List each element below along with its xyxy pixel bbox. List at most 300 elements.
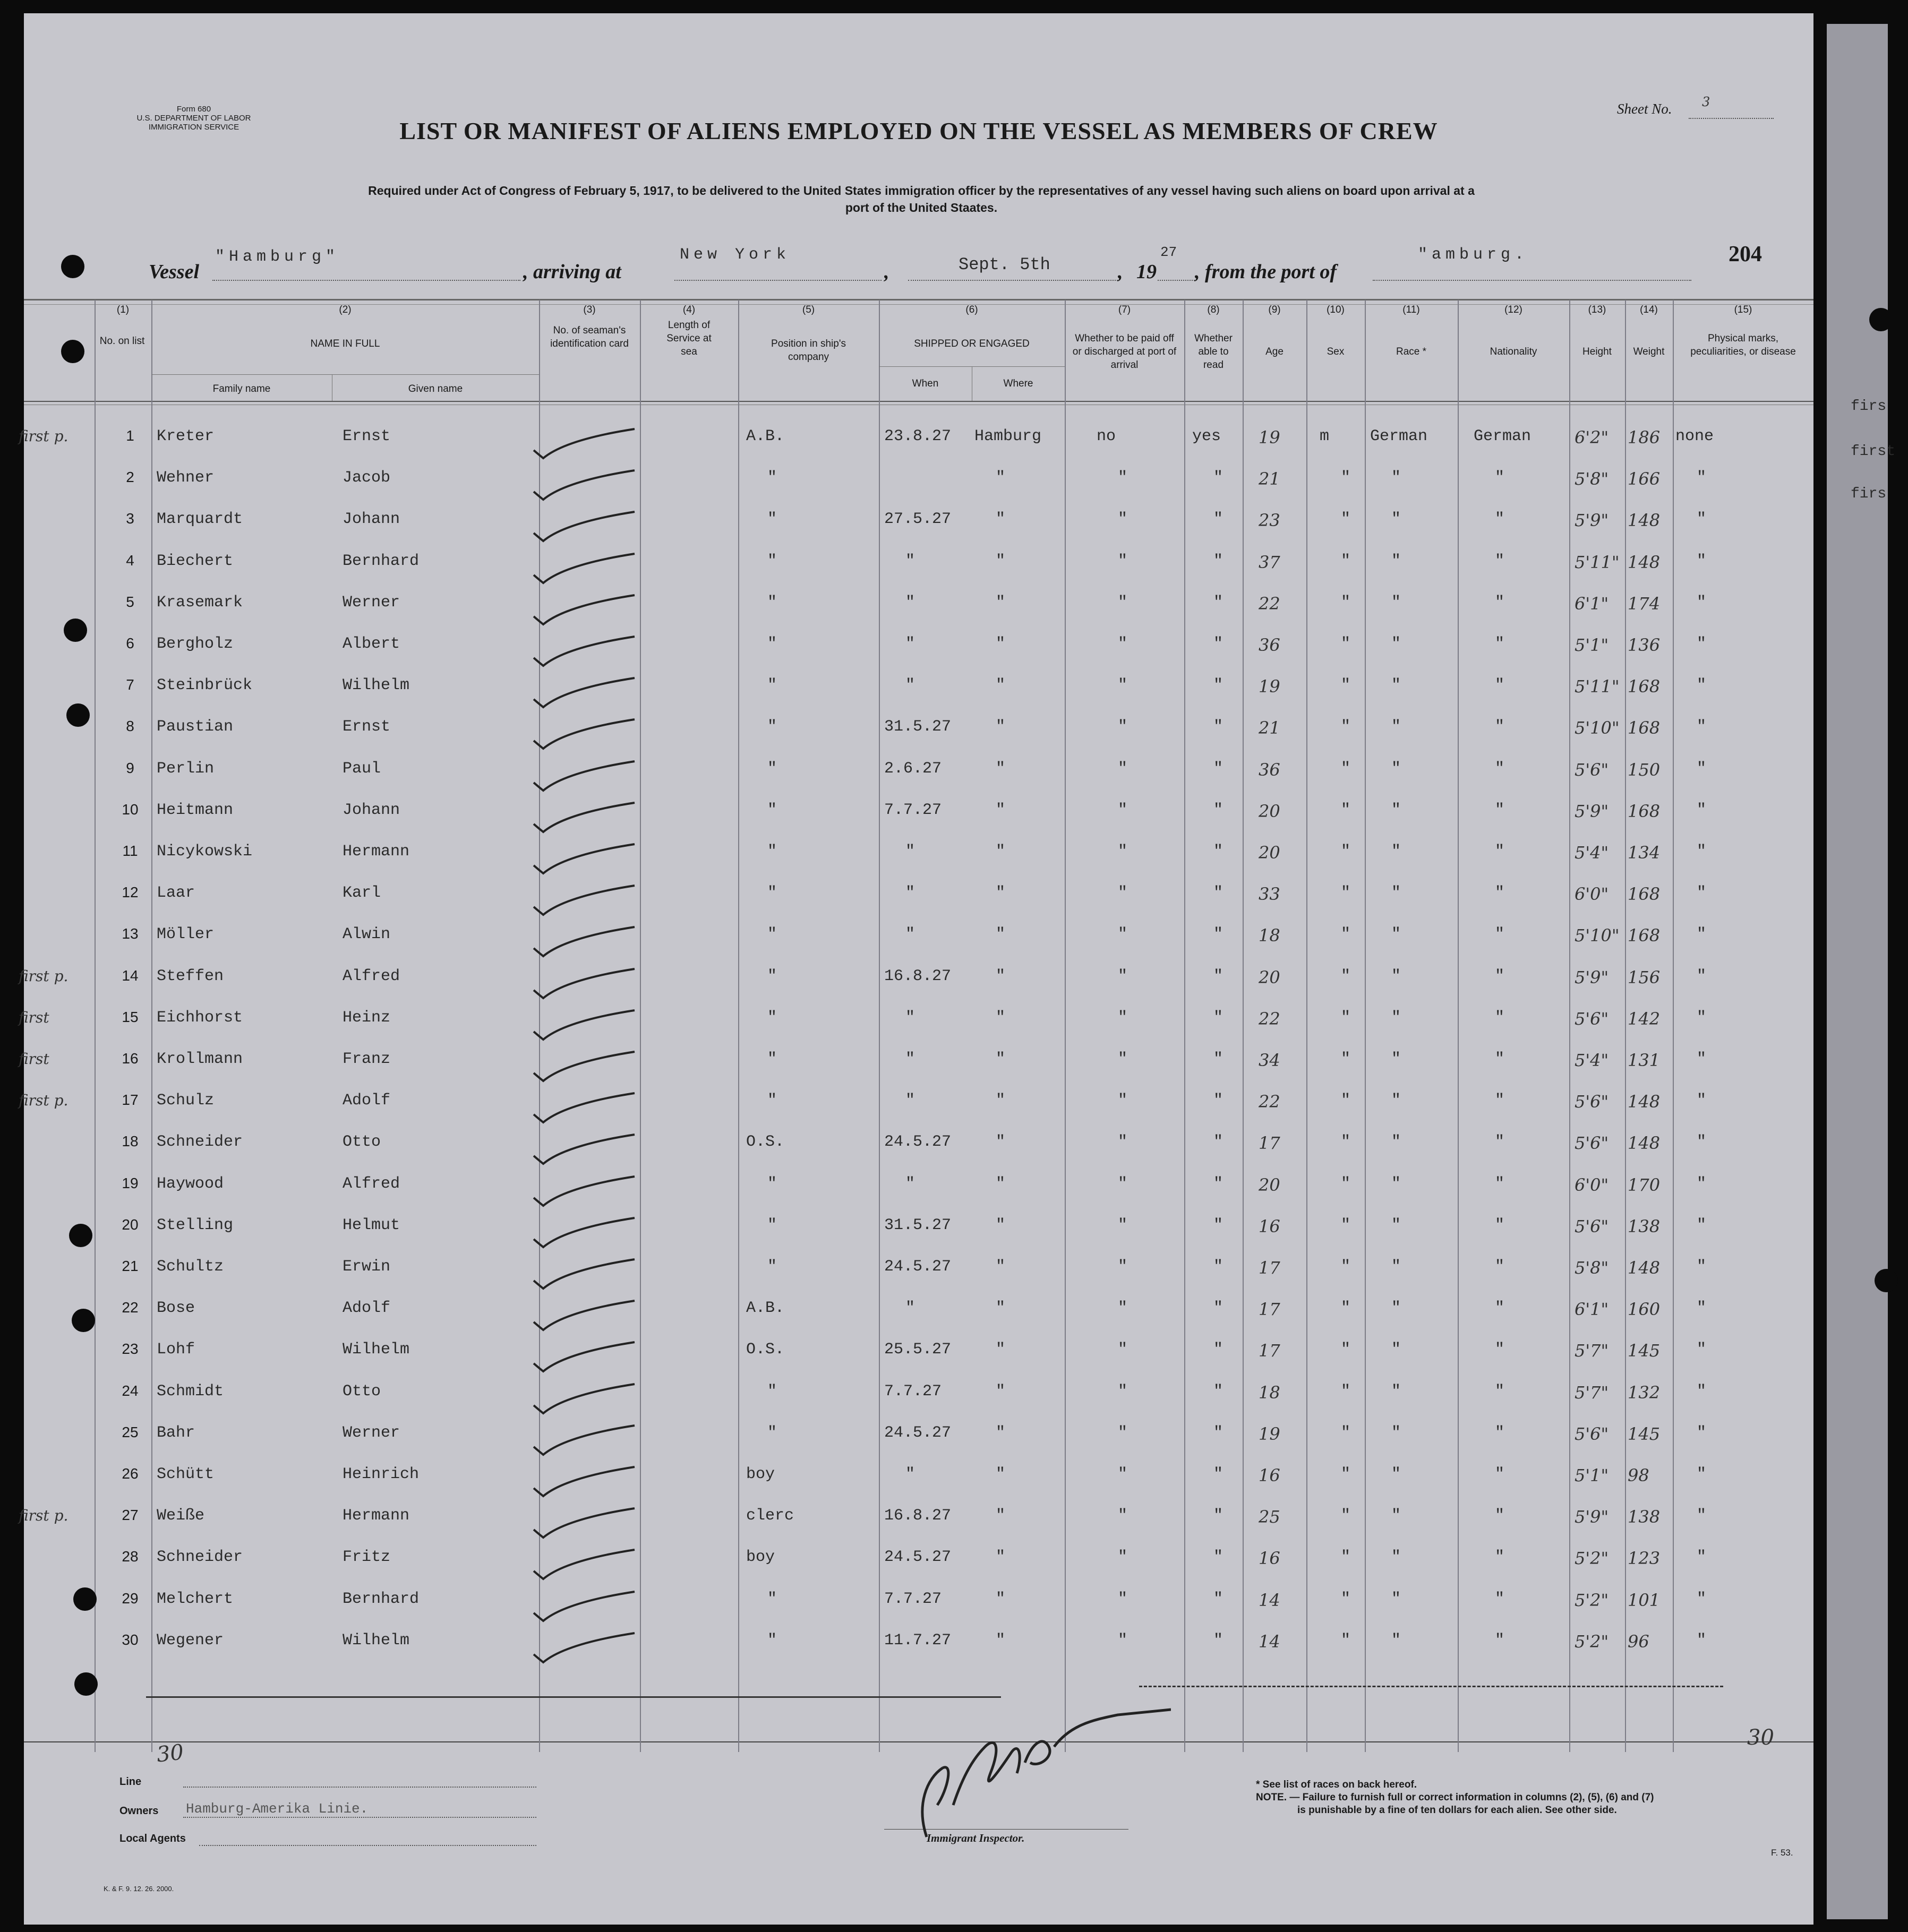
family-name: Schmidt <box>157 1382 224 1401</box>
age: 17 <box>1259 1258 1280 1278</box>
sex: " <box>1341 510 1351 529</box>
age: 21 <box>1259 469 1280 490</box>
header-age: Age <box>1265 346 1284 357</box>
age: 19 <box>1259 427 1280 448</box>
header-length-service: Length of Service at sea <box>666 320 712 357</box>
paid-off: " <box>1118 1092 1128 1110</box>
check-mark-icon <box>528 800 651 837</box>
shipped-when: 27.5.27 <box>884 510 952 529</box>
able-to-read: " <box>1213 676 1223 695</box>
paid-off: " <box>1118 469 1128 487</box>
position: " <box>767 510 777 529</box>
check-mark-icon <box>528 634 651 671</box>
position: " <box>767 1631 777 1650</box>
physical-marks: " <box>1697 801 1707 819</box>
family-name: Paustian <box>157 718 234 736</box>
race: German <box>1370 427 1428 445</box>
able-to-read: " <box>1213 843 1223 861</box>
paid-off: " <box>1118 552 1128 570</box>
height: 5'2" <box>1575 1590 1609 1610</box>
physical-marks: " <box>1697 635 1707 653</box>
given-name: Helmut <box>343 1216 400 1234</box>
table-row <box>24 1211 1813 1252</box>
age: 20 <box>1259 843 1280 863</box>
shipped-when: 24.5.27 <box>884 1133 952 1152</box>
age: 36 <box>1259 635 1280 655</box>
form-department: U.S. DEPARTMENT OF LABOR <box>136 114 251 123</box>
weight: 160 <box>1628 1299 1661 1320</box>
shipped-where: " <box>996 843 1006 861</box>
table-row <box>24 754 1813 796</box>
paid-off: " <box>1118 1423 1128 1442</box>
position: " <box>767 967 777 985</box>
punch-hole <box>61 255 84 278</box>
family-name: Schneider <box>157 1133 243 1152</box>
weight: 168 <box>1628 884 1661 905</box>
height: 5'8" <box>1575 1258 1609 1278</box>
shipped-where: " <box>996 593 1006 612</box>
table-header-rule <box>24 401 1813 402</box>
given-name: Ernst <box>343 427 391 445</box>
age: 22 <box>1259 1008 1280 1029</box>
height: 6'2" <box>1575 427 1609 448</box>
check-mark-icon <box>528 759 651 796</box>
able-to-read: " <box>1213 1008 1223 1027</box>
given-name: Werner <box>343 1423 400 1442</box>
check-mark-icon <box>528 1630 651 1668</box>
shipped-when: 7.7.27 <box>884 1590 942 1608</box>
nationality: " <box>1495 1050 1505 1068</box>
position: O.S. <box>746 1133 785 1152</box>
sex: " <box>1341 1465 1351 1483</box>
shipped-when: " <box>905 635 916 653</box>
age: 37 <box>1259 552 1280 572</box>
row-margin-note: first p. <box>19 1092 69 1110</box>
nationality: " <box>1495 1465 1505 1483</box>
row-number: 12 <box>122 884 139 901</box>
race: " <box>1391 759 1401 778</box>
paid-off: " <box>1118 1465 1128 1483</box>
height: 5'6" <box>1575 759 1609 780</box>
shipped-where: " <box>996 1216 1006 1234</box>
paid-off: " <box>1118 1382 1128 1401</box>
weight: 170 <box>1628 1174 1661 1195</box>
check-mark-icon <box>528 1257 651 1294</box>
weight: 148 <box>1628 510 1661 531</box>
physical-marks: " <box>1697 1507 1707 1525</box>
row-number: 6 <box>126 635 134 651</box>
vessel-line <box>24 242 1813 284</box>
shipped-where: Hamburg <box>974 427 1042 445</box>
table-row <box>24 1128 1813 1169</box>
given-name: Franz <box>343 1050 391 1068</box>
form-service: IMMIGRATION SERVICE <box>148 123 239 132</box>
nationality: " <box>1495 1174 1505 1193</box>
header-shipped-where: Where <box>1003 378 1033 389</box>
comma-separator-2: , <box>1118 261 1123 283</box>
given-name: Hermann <box>343 843 410 861</box>
race: " <box>1391 801 1401 819</box>
physical-marks: " <box>1697 884 1707 903</box>
table-row <box>24 1377 1813 1419</box>
age: 16 <box>1259 1465 1280 1486</box>
subtitle-line-1: Required under Act of Congress of February 5, 1917, to be delivered to the United States immigration officer by the representatives of any vessel having such aliens on board upon arrival at a <box>368 184 1475 198</box>
check-mark-icon <box>528 924 651 961</box>
nationality: " <box>1495 1423 1505 1442</box>
family-name: Melchert <box>157 1590 234 1608</box>
family-name: Haywood <box>157 1174 224 1193</box>
height: 5'6" <box>1575 1216 1609 1237</box>
physical-marks: " <box>1697 1631 1707 1650</box>
paid-off: " <box>1118 1008 1128 1027</box>
able-to-read: " <box>1213 552 1223 570</box>
age: 20 <box>1259 967 1280 988</box>
vessel-label: Vessel <box>149 261 199 283</box>
height: 5'4" <box>1575 843 1609 863</box>
physical-marks: none <box>1675 427 1714 445</box>
row-number: 23 <box>122 1341 139 1358</box>
row-margin-note: first <box>19 1008 49 1026</box>
able-to-read: " <box>1213 1299 1223 1318</box>
nationality: " <box>1495 1258 1505 1276</box>
height: 5'11" <box>1575 676 1620 697</box>
position: " <box>767 1174 777 1193</box>
shipped-where: " <box>996 1423 1006 1442</box>
weight: 134 <box>1628 843 1661 863</box>
check-mark-icon <box>528 1589 651 1626</box>
subtitle-line-2: port of the United Staates. <box>845 201 998 214</box>
shipped-when: 24.5.27 <box>884 1548 952 1567</box>
given-name: Karl <box>343 884 381 903</box>
position: O.S. <box>746 1341 785 1359</box>
sheet-number: 3 <box>1702 95 1710 109</box>
table-row <box>24 547 1813 588</box>
table-row <box>24 630 1813 671</box>
table-row <box>24 1252 1813 1294</box>
race: " <box>1391 510 1401 529</box>
family-name: Bahr <box>157 1423 195 1442</box>
physical-marks: " <box>1697 1299 1707 1318</box>
row-number: 28 <box>122 1548 139 1565</box>
row-number: 17 <box>122 1092 139 1109</box>
sex: " <box>1341 884 1351 903</box>
paid-off: " <box>1118 925 1128 944</box>
row-number: 20 <box>122 1216 139 1233</box>
position: " <box>767 552 777 570</box>
able-to-read: " <box>1213 1174 1223 1193</box>
vessel-name-blank <box>212 280 520 281</box>
position: " <box>767 1216 777 1234</box>
shipped-when: " <box>905 676 916 695</box>
arrival-date: Sept. 5th <box>959 255 1050 274</box>
age: 16 <box>1259 1216 1280 1237</box>
given-name: Heinz <box>343 1008 391 1027</box>
weight: 168 <box>1628 925 1661 946</box>
height: 5'9" <box>1575 967 1609 988</box>
able-to-read: " <box>1213 593 1223 612</box>
shipped-where: " <box>996 1631 1006 1650</box>
age: 19 <box>1259 676 1280 697</box>
paid-off: " <box>1118 1133 1128 1152</box>
given-name: Alfred <box>343 1174 400 1193</box>
row-margin-note: first p. <box>19 967 69 985</box>
age: 22 <box>1259 593 1280 614</box>
physical-marks: " <box>1697 593 1707 612</box>
shipped-when: " <box>905 1465 916 1483</box>
row-number: 13 <box>122 925 139 942</box>
header-name-in-full: NAME IN FULL <box>310 338 380 349</box>
height: 5'4" <box>1575 1050 1609 1070</box>
sex: " <box>1341 1341 1351 1359</box>
given-name: Heinrich <box>343 1465 420 1483</box>
shipped-where: " <box>996 1590 1006 1608</box>
position: " <box>767 718 777 736</box>
sex: " <box>1341 967 1351 985</box>
weight: 101 <box>1628 1590 1661 1610</box>
nationality: " <box>1495 593 1505 612</box>
shipped-where: " <box>996 1133 1006 1152</box>
able-to-read: " <box>1213 1133 1223 1152</box>
shipped-when: " <box>905 884 916 903</box>
header-shipped-engaged: SHIPPED OR ENGAGED <box>914 338 1030 349</box>
given-name: Wilhelm <box>343 1631 410 1650</box>
document-title: LIST OR MANIFEST OF ALIENS EMPLOYED ON THE VESSEL AS MEMBERS OF CREW <box>399 117 1438 144</box>
age: 34 <box>1259 1050 1280 1070</box>
note-line-1: NOTE. — Failure to furnish full or correct information in columns (2), (5), (6) and (7) <box>1256 1792 1654 1803</box>
header-height: Height <box>1582 346 1612 357</box>
age: 22 <box>1259 1092 1280 1112</box>
table-row <box>24 879 1813 920</box>
col-num-3: (3) <box>583 304 596 315</box>
sex: " <box>1341 676 1351 695</box>
weight: 96 <box>1628 1631 1649 1652</box>
shipped-when: " <box>905 1299 916 1318</box>
shipped-where: " <box>996 635 1006 653</box>
height: 5'8" <box>1575 469 1609 490</box>
physical-marks: " <box>1697 1465 1707 1483</box>
sex: " <box>1341 1092 1351 1110</box>
age: 21 <box>1259 718 1280 739</box>
shipped-where: " <box>996 1050 1006 1068</box>
weight: 131 <box>1628 1050 1661 1070</box>
height: 5'7" <box>1575 1341 1609 1361</box>
height: 6'1" <box>1575 593 1609 614</box>
paid-off: " <box>1118 843 1128 861</box>
able-to-read: " <box>1213 1216 1223 1234</box>
paid-off: " <box>1118 967 1128 985</box>
check-mark-icon <box>528 1381 651 1419</box>
given-name: Adolf <box>343 1092 391 1110</box>
shipped-where: " <box>996 469 1006 487</box>
family-name: Laar <box>157 884 195 903</box>
weight: 174 <box>1628 593 1661 614</box>
position: " <box>767 884 777 903</box>
able-to-read: " <box>1213 801 1223 819</box>
name-subheader-rule <box>151 374 539 375</box>
header-able-to-read: Whether able to read <box>1194 333 1233 371</box>
race: " <box>1391 1008 1401 1027</box>
family-name: Marquardt <box>157 510 243 529</box>
edge-fragment-1: firs <box>1851 398 1887 415</box>
line-blank <box>183 1787 536 1788</box>
height: 5'6" <box>1575 1008 1609 1029</box>
age: 18 <box>1259 1382 1280 1403</box>
sex: " <box>1341 925 1351 944</box>
weight: 166 <box>1628 469 1661 490</box>
table-row <box>24 1335 1813 1377</box>
shipped-where: " <box>996 1465 1006 1483</box>
punch-hole <box>72 1309 95 1332</box>
physical-marks: " <box>1697 759 1707 778</box>
family-name: Weiße <box>157 1507 205 1525</box>
race: " <box>1391 1092 1401 1110</box>
family-name: Schulz <box>157 1092 215 1110</box>
check-mark-icon <box>528 717 651 754</box>
race: " <box>1391 593 1401 612</box>
table-row <box>24 1419 1813 1460</box>
header-sex: Sex <box>1327 346 1345 357</box>
check-mark-icon <box>528 1506 651 1543</box>
end-of-list-rule <box>146 1696 1001 1698</box>
position: " <box>767 925 777 944</box>
physical-marks: " <box>1697 469 1707 487</box>
position: " <box>767 1050 777 1068</box>
physical-marks: " <box>1697 1092 1707 1110</box>
header-position: Position in ship's company <box>771 338 846 363</box>
given-name: Erwin <box>343 1258 391 1276</box>
table-row <box>19 1045 1813 1086</box>
col-num-13: (13) <box>1588 304 1606 315</box>
sex: " <box>1341 801 1351 819</box>
height: 6'1" <box>1575 1299 1609 1320</box>
shipped-when: 31.5.27 <box>884 718 952 736</box>
position: " <box>767 635 777 653</box>
given-name: Bernhard <box>343 1590 420 1608</box>
position: clerc <box>746 1507 794 1525</box>
check-mark-icon <box>528 1008 651 1045</box>
sheet-label: Sheet No. <box>1617 101 1672 117</box>
total-left: 30 <box>155 1740 185 1767</box>
inspector-label: Immigrant Inspector. <box>927 1832 1025 1844</box>
agents-label: Local Agents <box>119 1833 186 1844</box>
physical-marks: " <box>1697 1174 1707 1193</box>
able-to-read: " <box>1213 1423 1223 1442</box>
total-right: 30 <box>1747 1725 1774 1750</box>
family-name: Steinbrück <box>157 676 253 695</box>
check-mark-icon <box>528 842 651 879</box>
year-prefix: 19 <box>1136 261 1157 283</box>
row-margin-note: first p. <box>19 1507 69 1525</box>
sex: " <box>1341 1631 1351 1650</box>
check-mark-icon <box>528 1132 651 1169</box>
col-num-4: (4) <box>682 304 696 315</box>
weight: 168 <box>1628 801 1661 821</box>
col-num-2: (2) <box>339 304 352 315</box>
owners-blank <box>183 1817 536 1818</box>
height: 5'11" <box>1575 552 1620 572</box>
from-port-label: , from the port of <box>1195 261 1337 283</box>
shipped-when: 31.5.27 <box>884 1216 952 1234</box>
from-port-blank <box>1373 280 1691 281</box>
physical-marks: " <box>1697 1590 1707 1608</box>
sex: " <box>1341 593 1351 612</box>
given-name: Alfred <box>343 967 400 985</box>
race: " <box>1391 1341 1401 1359</box>
check-mark-icon <box>528 593 651 630</box>
race: " <box>1391 967 1401 985</box>
able-to-read: " <box>1213 884 1223 903</box>
paid-off: " <box>1118 1631 1128 1650</box>
punch-hole <box>69 1224 92 1247</box>
punch-hole <box>1875 1269 1898 1292</box>
nationality: " <box>1495 1590 1505 1608</box>
shipped-when: 7.7.27 <box>884 801 942 819</box>
position: " <box>767 1590 777 1608</box>
sex: " <box>1341 1382 1351 1401</box>
row-number: 16 <box>122 1050 139 1067</box>
height: 5'2" <box>1575 1548 1609 1569</box>
age: 36 <box>1259 759 1280 780</box>
physical-marks: " <box>1697 1258 1707 1276</box>
weight: 156 <box>1628 967 1661 988</box>
shipped-when: 7.7.27 <box>884 1382 942 1401</box>
paid-off: " <box>1118 1341 1128 1359</box>
sex: " <box>1341 843 1351 861</box>
row-number: 26 <box>122 1465 139 1482</box>
position: boy <box>746 1548 775 1567</box>
col-num-11: (11) <box>1402 304 1420 315</box>
document-subtitle <box>130 182 1713 216</box>
given-name: Johann <box>343 510 400 529</box>
physical-marks: " <box>1697 1216 1707 1234</box>
shipped-when: 25.5.27 <box>884 1341 952 1359</box>
shipped-when: 24.5.27 <box>884 1423 952 1442</box>
header-nationality: Nationality <box>1490 346 1537 357</box>
shipped-where: " <box>996 1008 1006 1027</box>
position: " <box>767 1092 777 1110</box>
shipped-when: 2.6.27 <box>884 759 942 778</box>
check-mark-icon <box>528 509 651 546</box>
table-row <box>19 1003 1813 1045</box>
age: 16 <box>1259 1548 1280 1569</box>
given-name: Fritz <box>343 1548 391 1567</box>
weight: 148 <box>1628 1258 1661 1278</box>
check-mark-icon <box>528 883 651 920</box>
able-to-read: " <box>1213 718 1223 736</box>
check-mark-icon <box>528 1090 651 1128</box>
physical-marks: " <box>1697 510 1707 529</box>
shipped-where: " <box>996 1341 1006 1359</box>
position: " <box>767 1423 777 1442</box>
shipped-when: 11.7.27 <box>884 1631 952 1650</box>
nationality: " <box>1495 1092 1505 1110</box>
row-number: 27 <box>122 1507 139 1524</box>
nationality: " <box>1495 801 1505 819</box>
punch-hole <box>64 619 87 642</box>
given-name: Otto <box>343 1382 381 1401</box>
able-to-read: yes <box>1192 427 1221 445</box>
header-weight: Weight <box>1633 346 1665 357</box>
table-row <box>19 1086 1813 1128</box>
able-to-read: " <box>1213 1092 1223 1110</box>
check-mark-icon <box>528 1464 651 1501</box>
check-mark-icon <box>528 426 651 463</box>
weight: 138 <box>1628 1507 1661 1527</box>
race: " <box>1391 884 1401 903</box>
age: 25 <box>1259 1507 1280 1527</box>
weight: 132 <box>1628 1382 1661 1403</box>
row-number: 1 <box>126 427 134 444</box>
